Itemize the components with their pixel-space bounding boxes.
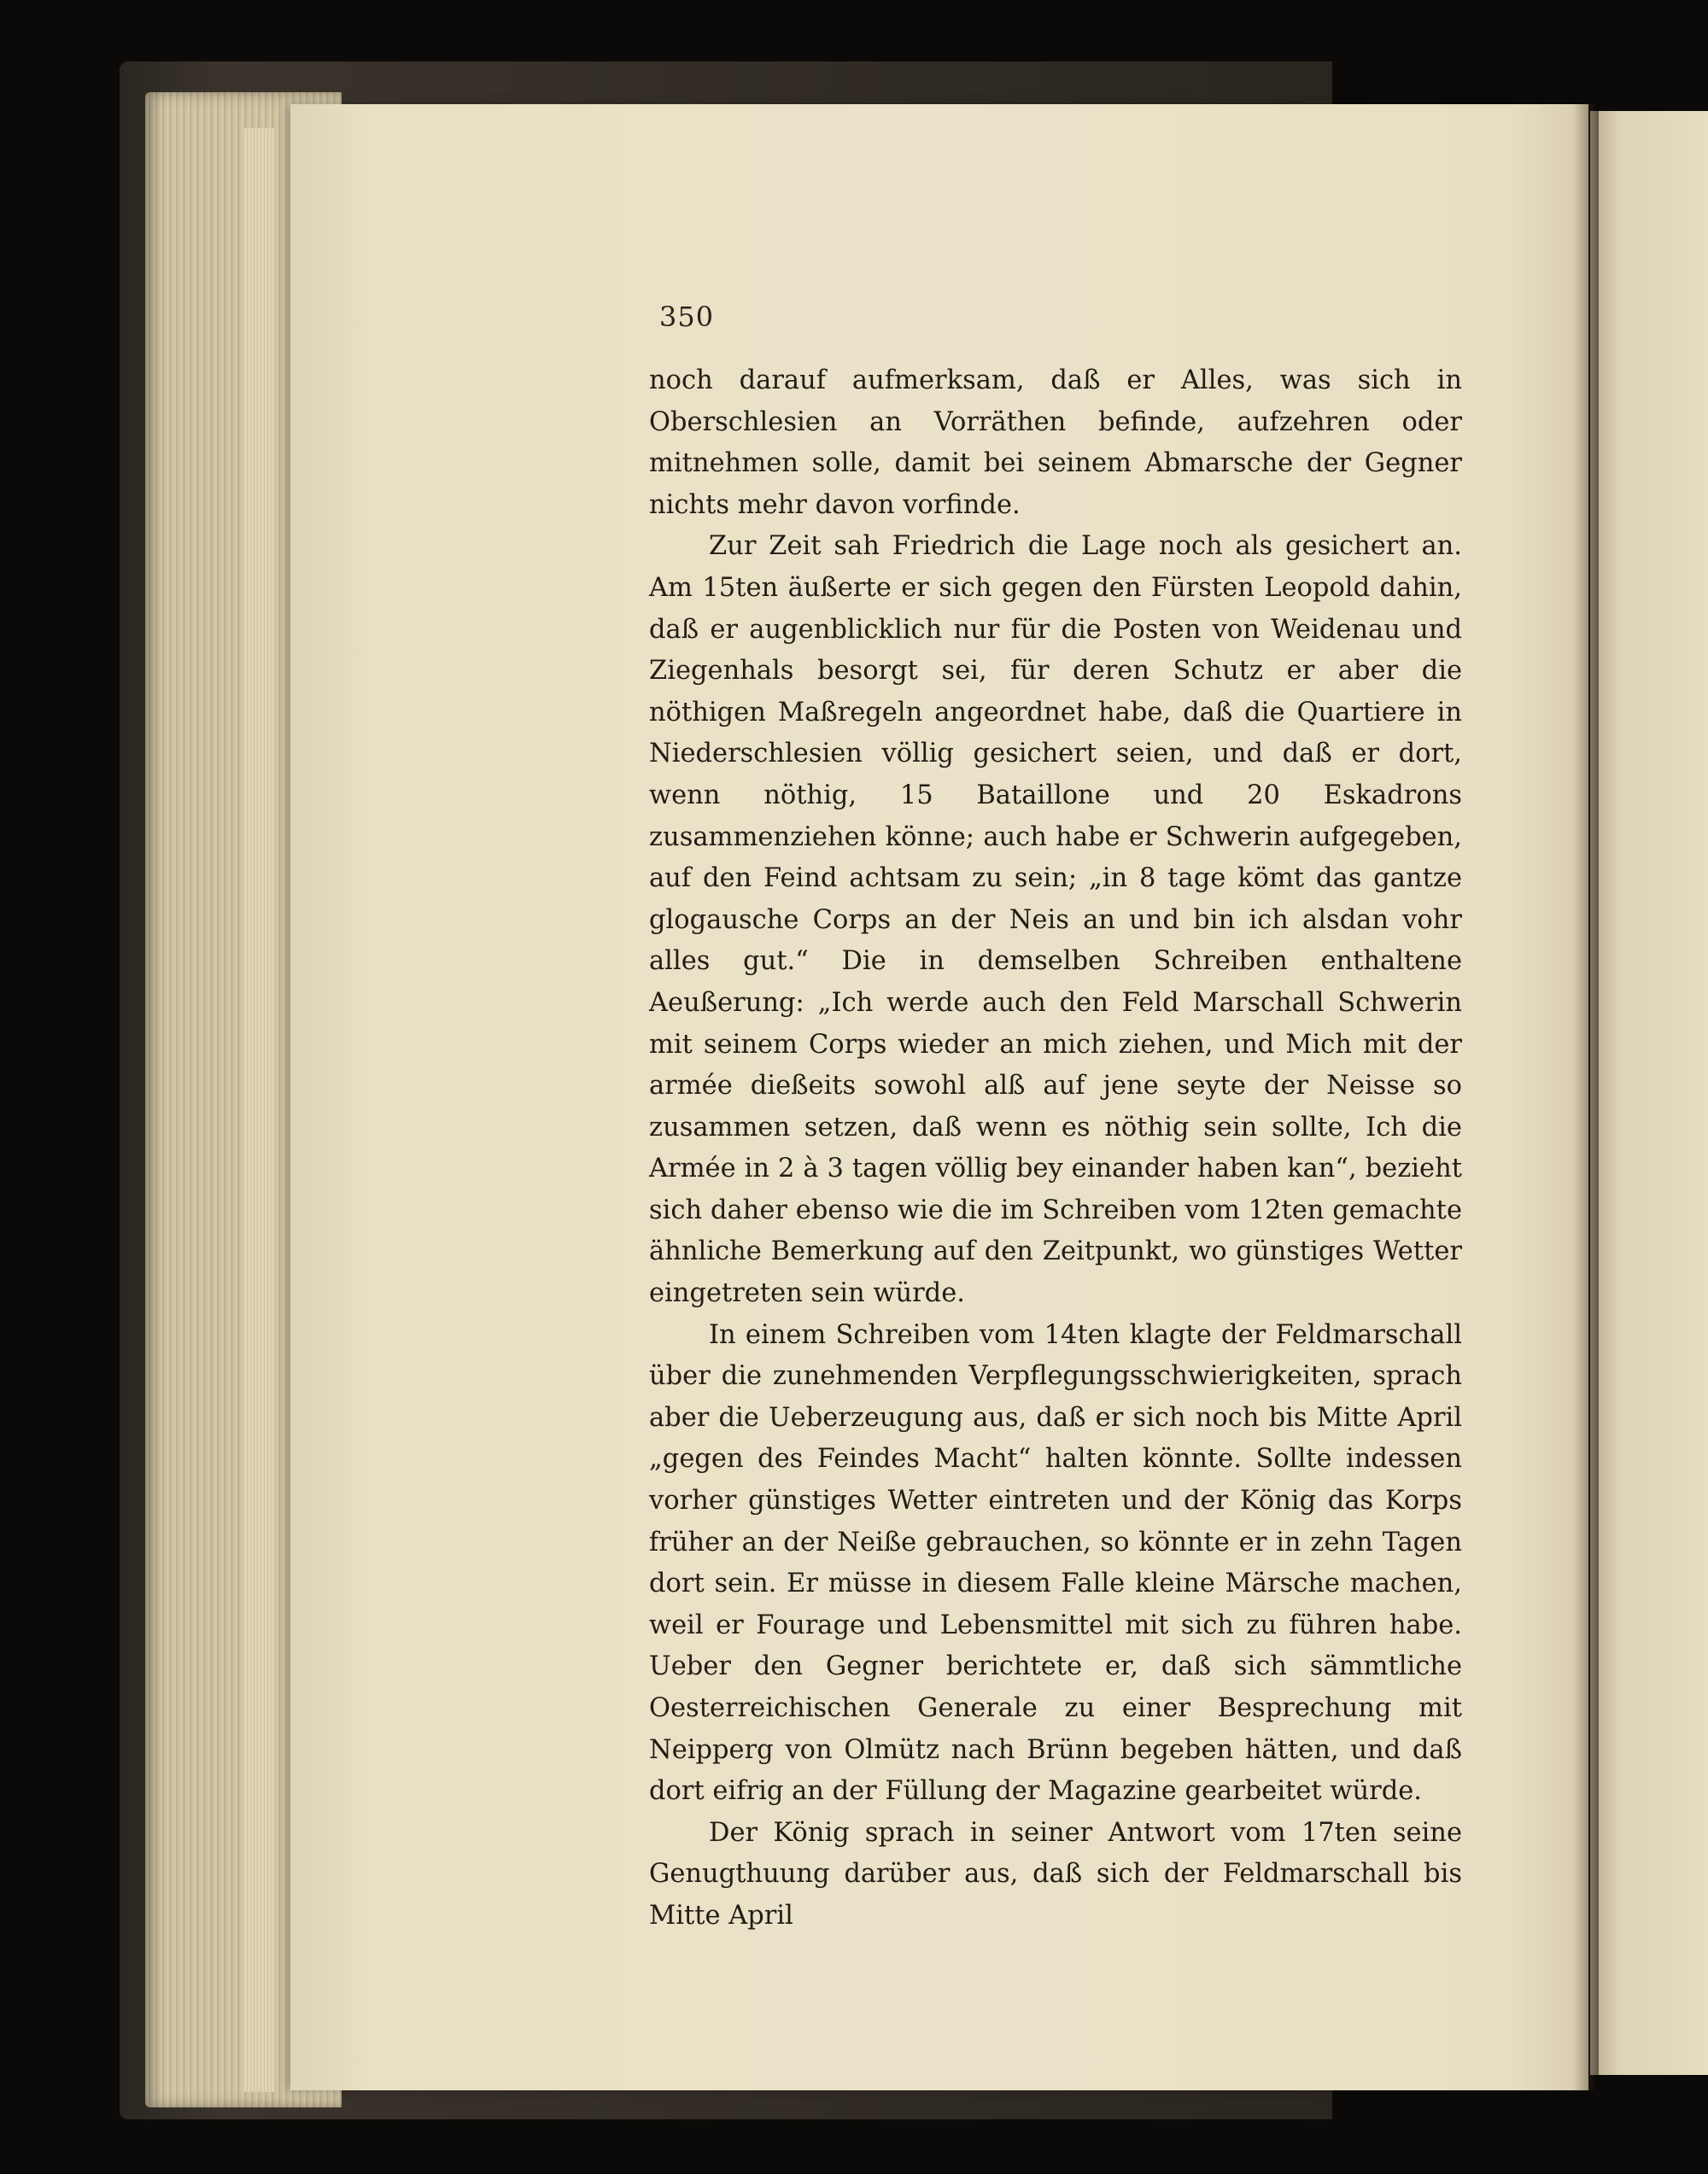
- paragraph-3: In einem Schreiben vom 14ten klagte der Feldmarschall über die zunehmenden Verpflegungsschwierigkeiten, sprach aber die Ueberzeugung aus, daß er sich noch bis Mitte April „gegen des Feindes Macht“ halten könnte. Sollte indessen vorher günstiges Wetter eintreten und der König das Korps früher an der Neiße gebrauchen, so könnte er in zehn Tagen dort sein. Er müsse in diesem Falle kleine Märsche machen, weil er Fourage und Lebensmittel mit sich zu führen habe. Ueber den Gegner berichtete er, daß sich sämmtliche Oesterreichischen Generale zu einer Besprechung mit Neipperg von Olmütz nach Brünn begeben hätten, und daß dort eifrig an der Füllung der Magazine gearbeitet würde.: [649, 1319, 1462, 1807]
- page-number: 350: [659, 301, 715, 333]
- paragraph-2: Zur Zeit sah Friedrich die Lage noch als gesichert an. Am 15ten äußerte er sich gegen den Fürsten Leopold dahin, daß er augenblicklich nur für die Posten von Weidenau und Ziegenhals besorgt sei, für deren Schutz er aber die nöthigen Maßregeln angeordnet habe, daß die Quartiere in Niederschlesien völlig gesichert seien, und daß er dort, wenn nöthig, 15 Bataillone und 20 Eskadrons zusammenziehen könne; auch habe er Schwerin aufgegeben, auf den Feind achtsam zu sein; „in 8 tage kömt das gantze glogausche Corps an der Neis an und bin ich alsdan vohr alles gut.“ Die in demselben Schreiben enthaltene Aeußerung: „Ich werde auch den Feld Marschall Schwerin mit seinem Corps wieder an mich ziehen, und Mich mit der armée dießeits sowohl alß auf jene seyte der Neisse so zusammen setzen, daß wenn es nöthig sein sollte, Ich die Armée in 2 à 3 tagen völlig bey einander haben kan“, bezieht sich daher ebenso wie die im Schreiben vom 12ten gemachte ähnliche Bemerkung auf den Zeitpunkt, wo günstiges Wetter eingetreten sein würde.: [649, 531, 1462, 1309]
- facing-page: [1590, 111, 1708, 2075]
- body-text: [649, 360, 1462, 1937]
- page-edges-inner: [244, 128, 275, 2092]
- paragraph-1: noch darauf aufmerksam, daß er Alles, was sich in Oberschlesien an Vorräthen befinde, aufzehren oder mitnehmen solle, damit bei seinem Abmarsche der Gegner nichts mehr davon vorfinde.: [649, 365, 1462, 520]
- page-gutter: [1573, 104, 1599, 2090]
- paragraph-4: Der König sprach in seiner Antwort vom 17ten seine Genugthuung darüber aus, daß sich der Feldmarschall bis Mitte April: [649, 1817, 1462, 1931]
